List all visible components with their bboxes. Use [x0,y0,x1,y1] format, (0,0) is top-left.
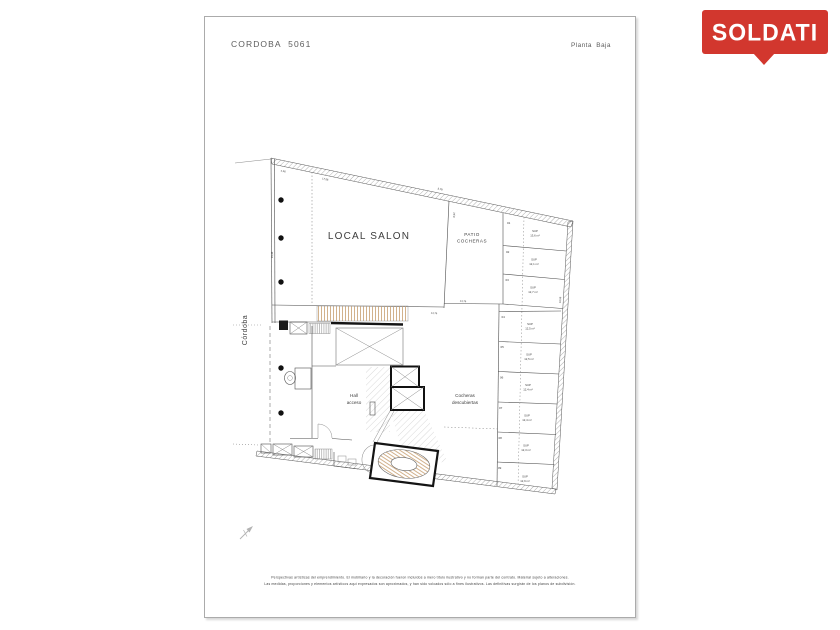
north-boundary-band [271,158,573,227]
parking-stall [501,345,534,361]
parking-stall [499,436,531,452]
stall-area: 12,1 m² [529,262,539,266]
dimension: 14,76 [430,311,438,316]
stall-number: 05 [500,345,504,349]
parking-stall [498,466,530,483]
dimension: 8,92 [452,212,457,218]
stall-number: 03 [505,278,509,282]
parking-stall [506,278,538,294]
north-arrow-icon [240,526,253,539]
stall-number: 09 [498,466,502,470]
columns [278,197,283,415]
stall-area: 12,4 m² [522,418,532,422]
stall-sup: SUP [524,413,530,418]
vehicle-ramp [360,443,438,486]
dimension: 17,56 [321,177,329,182]
soldati-logo-text: SOLDATI [711,17,819,45]
local-salon [272,172,449,416]
stall-sup: SUP [525,383,531,387]
stall-area: 12,4 m² [523,387,533,392]
parking-stall [499,406,532,422]
skylight-box [290,322,307,334]
stall-area: 12,7 m² [528,290,538,294]
column-square [279,321,288,331]
stall-sup: SUP [527,322,533,326]
patio-cocheras [444,232,503,304]
hall-label-line2: acceso [346,400,362,405]
parking-stall [506,250,539,266]
parking-stall [500,376,533,392]
reception-desk [285,368,312,389]
stall-number: 01 [507,221,511,225]
elevator-shaft [391,367,424,411]
cocheras-label-line1: Cocheras [455,393,475,398]
dimension: 10,56 [558,296,563,304]
dimension: 13,76 [459,299,467,304]
planter-box [273,444,292,455]
hall-north-wall [331,323,403,325]
patio-label-line2: COCHERAS [456,238,488,244]
parking-stall [502,315,535,331]
east-boundary-band [552,221,573,490]
stall-number: 02 [506,250,510,254]
stall-area: 12,5 m² [524,357,534,361]
dimension: 5,78 [437,187,443,192]
planter-box [294,446,313,457]
stall-sup: SUP [523,443,529,448]
vent-grille [315,449,332,459]
hall-label-line1: Hall [350,393,358,398]
disclaimer-line1: Perspectivas artísticas del emprendimiento. El mobiliario y la decoración fueron incluidos a mero título ilustrativo y no forman parte del contrato. Material sujeto a alteraciones. [271,575,569,580]
stall-area: 12,3 m² [521,448,531,452]
disclaimer-line2: Las medidas, proporciones y elementos artísticos aquí expresados son aproximados, y han sido volcados sólo a fines ilustrativos. Las definitivas surgirán de los planos de subdivisión. [264,582,576,586]
stall-sup: SUP [530,285,536,290]
stall-sup: SUP [522,474,528,479]
stall-number: 07 [499,406,503,410]
stall-area: 13,6 m² [530,233,540,238]
stall-sup: SUP [531,257,537,262]
stall-area: 12,9 m² [520,479,530,483]
stall-number: 08 [498,436,502,440]
cocheras-label-line2: descubiertas [451,400,479,405]
double-height-void [336,328,403,365]
plan-title: CORDOBA 5061 [231,39,312,49]
dimension: 4,96 [280,169,286,174]
patio-label-line1: PATIO [464,232,480,237]
stall-number: 06 [500,375,504,380]
entry-door [290,424,352,440]
plan-subtitle: Planta Baja [571,42,611,49]
dimension: 13,46 [271,251,274,259]
stall-number: 04 [501,315,505,319]
stall-sup: SUP [526,352,532,357]
stall-sup: SUP [532,229,538,233]
stall-area: 12,5 m² [525,326,535,331]
stairs [317,306,408,321]
hall-hatch [366,367,390,432]
street-name-label: Córdoba [242,314,249,346]
parking-stalls [444,213,566,487]
local-salon-label: LOCAL SALON [327,231,411,242]
